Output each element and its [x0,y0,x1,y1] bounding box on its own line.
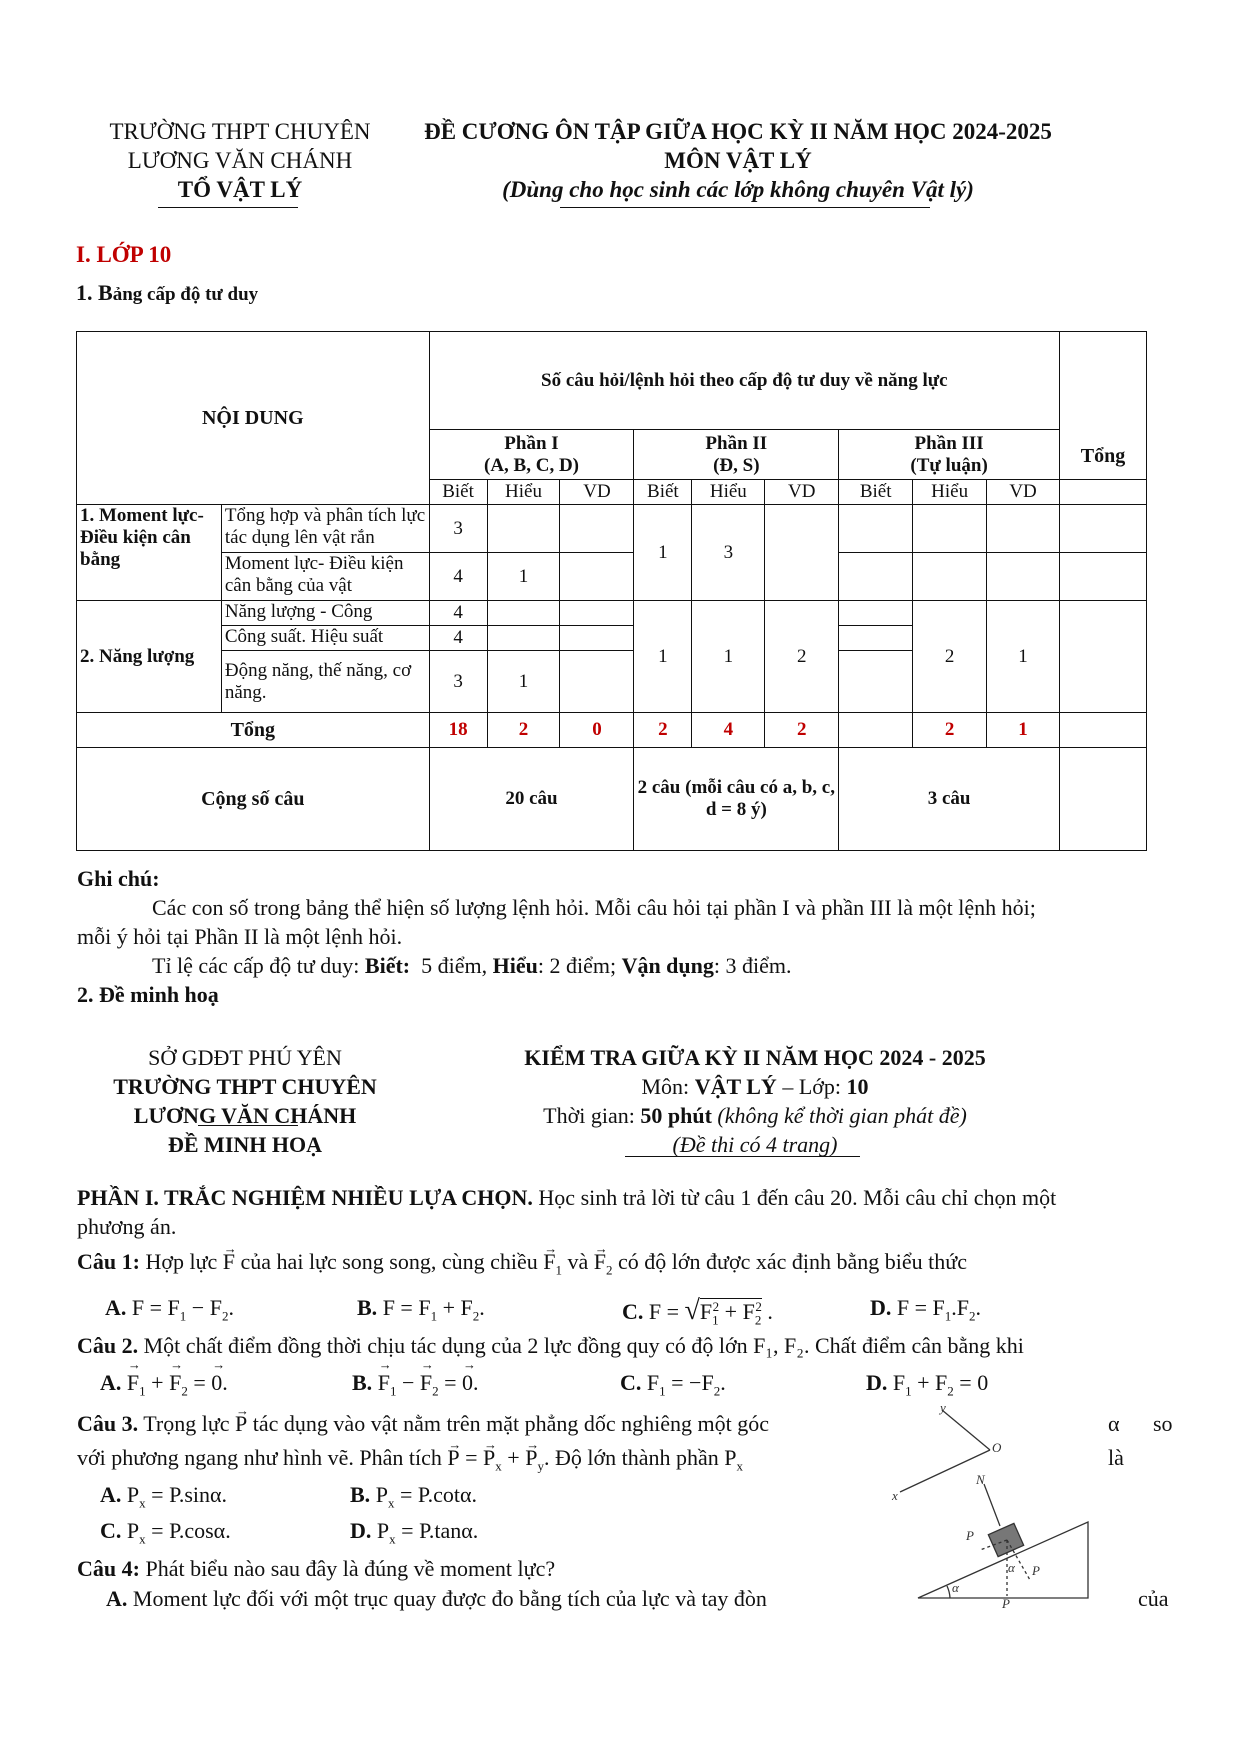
q2-option-b[interactable]: B. → $F_1$ − → $F_2$ = → 0. [352,1370,479,1399]
option-label: D. [350,1518,372,1543]
option-label: A. [106,1586,128,1611]
exam-school2: LƯƠNG VĂN CHÁNH [133,1103,357,1128]
school-name-line1: TRƯỜNG THPT CHUYÊN [109,119,371,144]
fig-label: P [1032,1563,1040,1578]
vector-P: → P [235,1409,247,1439]
q3-option-c[interactable]: C. $P_x = P.\cos\alpha$. [100,1518,231,1547]
sqrt-sign: √ [684,1295,700,1326]
level-cell: Hiểu [487,480,560,505]
subsection-rest: ảng cấp độ tư duy [112,284,259,305]
part3-sub: (Tự luận) [910,454,988,476]
q3-la: là [1108,1445,1124,1470]
exam-grade: 10 [846,1074,869,1099]
ratio-vd: : 3 điểm. [713,953,792,978]
note-underline [560,207,930,208]
empty-cell [765,505,839,601]
q2-option-d[interactable]: D. $F_1 + F_2 = 0$ [866,1370,989,1399]
empty-cell [1060,713,1147,748]
total-cell: 4 [692,713,765,748]
levels-main-header: Số câu hỏi/lệnh hỏi theo cấp độ tư duy về năng lực [429,332,1059,430]
empty-cell [487,601,560,626]
empty-cell [560,505,634,553]
exam-dept: SỞ GDĐT PHÚ YÊN [148,1045,342,1070]
q3-alpha: α [1108,1411,1120,1436]
part3-header [839,430,1060,480]
part1-header [429,430,634,480]
part2-header [634,430,839,480]
document-note: (Dùng cho học sinh các lớp không chuyên Vật lý) [502,177,974,202]
notes-ratio [152,951,792,980]
topic-2b-cell: Công suất. Hiệu suất [221,626,429,651]
part1-instr2: phương án. [77,1214,177,1239]
ratio-hieu: : 2 điểm; [537,953,622,978]
q1-option-b[interactable]: B. $F = F_1 + F_2$. [357,1295,485,1324]
department-name: TỔ VẬT LÝ [177,177,303,202]
empty-cell [1060,601,1147,713]
empty-cell [487,505,560,553]
option-label: C. [100,1518,122,1543]
empty-cell [839,601,913,626]
empty-cell [913,505,987,553]
empty-cell [560,553,634,601]
exam-kind: ĐỀ MINH HOẠ [168,1132,322,1157]
empty-cell [839,553,913,601]
part2-sub: (Đ, S) [713,454,760,476]
total-cell: 2 [487,713,560,748]
topic-2-cell: 2. Năng lượng [77,601,222,713]
value-cell: 3 [429,505,487,553]
value-cell: 4 [429,626,487,651]
q1-text-d: có độ lớn được xác định bằng biểu thức [612,1249,967,1274]
value-cell: 1 [487,553,560,601]
document-title: ĐỀ CƯƠNG ÔN TẬP GIỮA HỌC KỲ II NĂM HỌC 2024-2025 [424,119,1052,144]
vector-F1: → $F_1$ [543,1247,562,1285]
q3-option-c-value: P.cosα. [169,1518,231,1543]
part3-title: Phần III [914,432,984,454]
part1-title: Phần I [504,432,559,454]
empty-cell [487,626,560,651]
q1-option-a[interactable]: A. $F = F_1 - F_2$. [105,1295,234,1324]
value-cell: 3 [692,505,765,601]
empty-cell [839,651,913,713]
exam-school1: TRƯỜNG THPT CHUYÊN [113,1074,377,1099]
value-cell: 4 [429,553,487,601]
vector-F2: → $F_2$ [594,1247,613,1285]
empty-cell [839,626,913,651]
empty-cell [987,505,1060,553]
empty-cell [560,651,634,713]
level-cell: VD [765,480,839,505]
q1-text-a: Hợp lực [139,1249,223,1274]
topic-1a-cell: Tổng hợp và phân tích lực tác dụng lên vật rắn [221,505,429,553]
value-cell: 1 [634,505,692,601]
sum-part1: 20 câu [429,748,634,851]
total-cell: 2 [913,713,987,748]
vector-F: → F [223,1247,235,1277]
total-cell: 1 [987,713,1060,748]
school-header [90,117,390,204]
q2-label: Câu 2. [77,1333,139,1358]
inclined-plane-figure [880,1400,1100,1610]
fig-label: y [940,1400,946,1415]
q1-text-c: và [562,1249,594,1274]
empty-cell [987,553,1060,601]
part1-sub: (A, B, C, D) [484,454,579,476]
fig-label: P [1002,1596,1010,1610]
topic-2c-cell: Động năng, thế năng, cơ năng. [221,651,429,713]
level-cell: Hiểu [692,480,765,505]
q4-option-a-text: Moment lực đối với một trục quay được đo bằng tích của lực và tay đòn [127,1586,767,1611]
option-label: D. [870,1295,892,1320]
exam-time-line [435,1101,1075,1130]
value-cell: 2 [913,601,987,713]
ratio-hieu-label: Hiểu [492,953,538,978]
total-cell: 0 [560,713,634,748]
normal-vector [984,1484,1000,1526]
question-1 [77,1247,967,1285]
q3-option-a[interactable]: A. $P_x = P.\sin\alpha$. [100,1482,228,1511]
exam-title: KIỂM TRA GIỮA KỲ II NĂM HỌC 2024 - 2025 [524,1045,986,1070]
notes-title: Ghi chú: [77,866,160,891]
exam-pages: (Đề thi có 4 trang) [672,1132,838,1157]
part2-title: Phần II [705,432,768,454]
q3-so: so [1153,1411,1173,1436]
subsection-prefix: 1. B [76,280,113,305]
value-cell: 1 [987,601,1060,713]
value-cell: 1 [634,601,692,713]
q3-text-a: Trọng lực [138,1411,236,1436]
value-cell: 2 [765,601,839,713]
y-axis [942,1410,990,1450]
notes-line1: Các con số trong bảng thể hiện số lượng lệnh hỏi. Mỗi câu hỏi tại phần I và phần III là một lệnh hỏi; [152,895,1036,920]
fig-label: x [892,1488,898,1503]
option-label: B. [350,1482,371,1507]
sum-part2: 2 câu (mỗi câu có a, b, c, d = 8 ý) [634,748,839,851]
option-label: A. [105,1295,127,1320]
exam-subject: VẬT LÝ [694,1074,777,1099]
q1-option-c[interactable]: C. $F = √F_1^2 + F_2^2$ . [622,1295,773,1328]
option-label: A. [100,1482,122,1507]
level-cell: VD [560,480,634,505]
section-heading: I. LỚP 10 [76,242,172,267]
option-label: A. [100,1370,122,1395]
total-row-label: Tổng [77,713,430,748]
q3-option-d-value: P.tanα. [419,1518,479,1543]
q2-option-c[interactable]: C. $F_1 = -F_2$. [620,1370,726,1399]
exam-school-block [90,1043,400,1159]
topic-1-cell: 1. Moment lực- Điều kiện cân bằng [77,505,222,601]
fig-label: α [952,1580,959,1595]
total-cell: 2 [765,713,839,748]
value-cell: 1 [487,651,560,713]
ratio-biet-label: Biết: [364,953,411,978]
q3-option-b-value: P.cotα. [417,1482,478,1507]
fig-label: O [992,1440,1002,1455]
sqrt-content: $F_1^2 + F_2^2$ [699,1298,762,1328]
question-4 [77,1554,555,1584]
fig-label: P [966,1528,974,1543]
value-cell: 1 [692,601,765,713]
q1-text-b: của hai lực song song, cùng chiều [235,1249,544,1274]
school-name-line2: LƯƠNG VĂN CHÁNH [127,148,353,173]
exam-subject-line [435,1072,1075,1101]
q3-option-d[interactable]: D. $P_x = P.\tan\alpha$. [350,1518,479,1547]
fig-label: α [1008,1560,1015,1575]
ratio-vd-label: Vận dụng [621,953,714,978]
option-label: D. [866,1370,888,1395]
part1-instr1: Học sinh trả lời từ câu 1 đến câu 20. Mỗi câu chỉ chọn một [532,1185,1057,1210]
q3-text-b: tác dụng vào vật nằm trên mặt phẳng dốc nghiêng một góc [247,1411,770,1436]
level-cell: Hiểu [913,480,987,505]
part1-instructions [77,1183,1056,1212]
q4-label: Câu 4: [77,1556,140,1581]
empty-cell [560,601,634,626]
q4-text: Phát biểu nào sau đây là đúng về moment lực? [139,1556,556,1581]
total-empty-cell [1060,480,1147,505]
q3-line2-a: với phương ngang như hình vẽ. Phân tích [77,1445,448,1470]
q3-line2-b: . Độ lớn thành phần P [543,1445,737,1470]
ratio-prefix: Tỉ lệ các cấp độ tư duy: [152,953,365,978]
q1-label: Câu 1: [77,1249,140,1274]
topic-1b-cell: Moment lực- Điều kiện cân bằng của vật [221,553,429,601]
q3-option-b[interactable]: B. $P_x = P.\cot\alpha$. [350,1482,478,1511]
empty-cell [913,553,987,601]
angle-arc [947,1586,950,1598]
q2-option-a[interactable]: A. → $F_1$ + → $F_2$ = → 0. [100,1370,228,1399]
fig-label: N [976,1472,985,1487]
level-cell: Biết [634,480,692,505]
value-cell: 3 [429,651,487,713]
dept-underline [158,207,298,208]
total-cell: 2 [634,713,692,748]
topic-2a-cell: Năng lượng - Công [221,601,429,626]
q3-label: Câu 3. [77,1411,139,1436]
exam-subject-prefix: Môn: [641,1074,695,1099]
empty-cell [1060,748,1147,851]
exam-school-underline [198,1125,298,1126]
option-label: C. [622,1299,644,1324]
total-header: Tổng [1060,332,1147,480]
level-cell: Biết [429,480,487,505]
document-subject: MÔN VẬT LÝ [664,148,812,173]
q4-cua: của [1138,1586,1169,1611]
empty-cell [560,626,634,651]
q4-option-a[interactable] [106,1584,767,1614]
competency-table [76,331,1147,851]
ratio-biet: 5 điểm, [410,953,493,978]
section2-heading: 2. Đề minh hoạ [77,982,219,1007]
level-cell: VD [987,480,1060,505]
total-cell: 18 [429,713,487,748]
q1-option-d[interactable]: D. $F = F_1.F_2$. [870,1295,982,1324]
question-3-line2: với phương ngang như hình vẽ. Phân tích → P = → $P_x$ + → $P_y$. Độ lớn thành phần $P_x$ [77,1443,743,1481]
empty-cell [1060,505,1147,553]
exam-time-note: (không kể thời gian phát đề) [711,1103,967,1128]
value-cell: 4 [429,601,487,626]
question-3-line1 [77,1409,769,1439]
sum-part3: 3 câu [839,748,1060,851]
part1-heading: PHẦN I. TRẮC NGHIỆM NHIỀU LỰA CHỌN. [77,1185,533,1210]
option-label: B. [357,1295,378,1320]
option-label: C. [620,1370,642,1395]
exam-time: 50 phút [640,1103,712,1128]
notes-line2: mỗi ý hỏi tại Phần II là một lệnh hỏi. [77,924,403,949]
q2-text: Một chất điểm đồng thời chịu tác dụng của 2 lực đồng quy có độ lớn F₁, F₂. Chất điểm cân bằng khi [138,1333,1024,1358]
exam-pages-underline [625,1156,860,1157]
document-header [388,117,1088,204]
exam-time-prefix: Thời gian: [543,1103,641,1128]
option-label: B. [352,1370,373,1395]
q3-option-a-value: P.sinα. [169,1482,228,1507]
empty-cell [1060,553,1147,601]
total-cell [839,713,913,748]
exam-grade-prefix: – Lớp: [776,1074,847,1099]
content-header: NỘI DUNG [77,332,430,505]
exam-title-block [435,1043,1075,1159]
empty-cell [839,505,913,553]
sum-row-label: Cộng số câu [77,748,430,851]
subsection-heading-1 [76,280,258,306]
level-cell: Biết [839,480,913,505]
